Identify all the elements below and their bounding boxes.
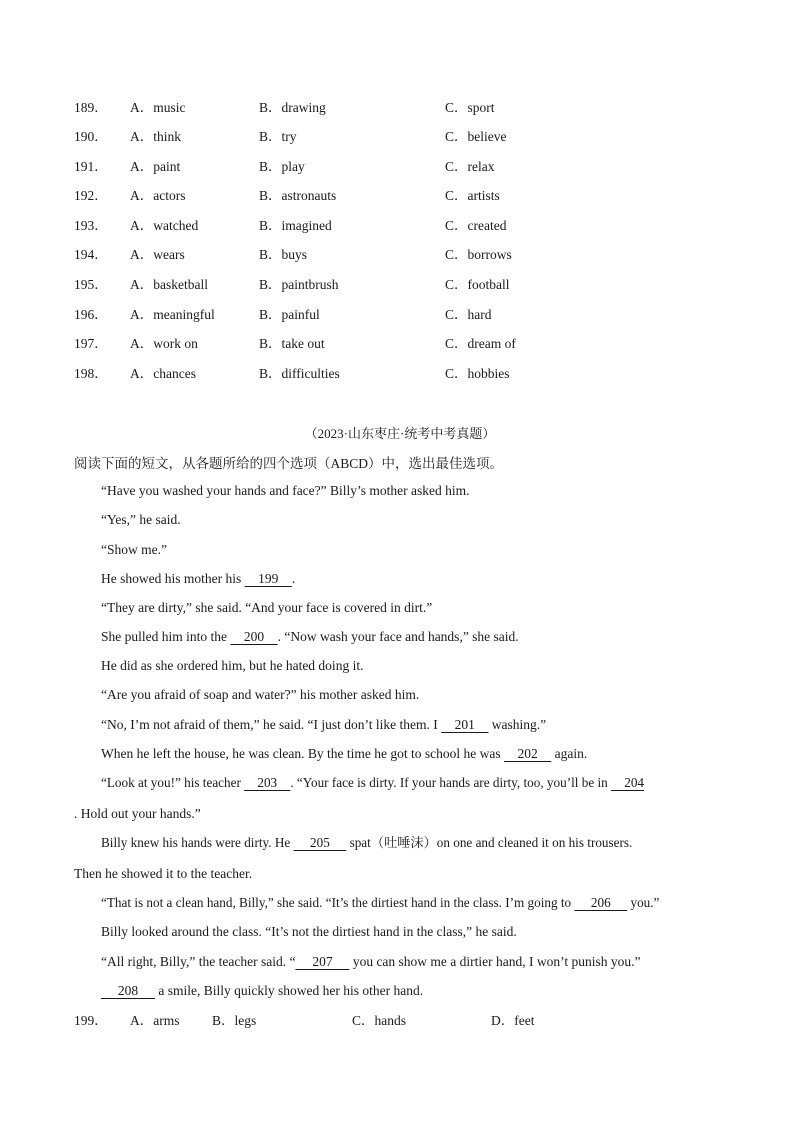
question-number: 191． bbox=[74, 159, 108, 174]
passage-line bbox=[101, 627, 519, 647]
passage-line: “Are you afraid of soap and water?” his mother asked him. bbox=[101, 687, 420, 702]
option-b: B．astronauts bbox=[259, 188, 337, 203]
passage-line: “They are dirty,” she said. “And your face is covered in dirt.” bbox=[101, 600, 433, 615]
text: She pulled him into the bbox=[101, 629, 231, 644]
option-a: A．paint bbox=[130, 159, 181, 174]
blank-208[interactable]: 208 bbox=[101, 983, 155, 998]
option-c: C．artists bbox=[445, 188, 500, 203]
option-a: A．actors bbox=[130, 188, 186, 203]
option-c: C．relax bbox=[445, 159, 495, 174]
passage-line: Then he showed it to the teacher. bbox=[74, 866, 253, 881]
blank-204[interactable]: 204 bbox=[611, 775, 644, 790]
question-number: 199． bbox=[74, 1013, 108, 1028]
blank-202[interactable]: 202 bbox=[504, 746, 552, 761]
text: washing.” bbox=[488, 717, 547, 732]
option-a: A．chances bbox=[130, 366, 196, 381]
text: He showed his mother his bbox=[101, 571, 245, 586]
option-c[interactable]: C．hands bbox=[352, 1013, 406, 1028]
question-number: 194． bbox=[74, 247, 108, 262]
text: . “Now wash your face and hands,” she said. bbox=[277, 629, 519, 644]
blank-203[interactable]: 203 bbox=[244, 775, 291, 790]
passage-line bbox=[101, 952, 641, 972]
text: “That is not a clean hand, Billy,” she said. “It’s the dirtiest hand in the class. I’m going to bbox=[101, 895, 575, 910]
question-number: 190． bbox=[74, 129, 108, 144]
option-c: C．created bbox=[445, 218, 507, 233]
question-199-options bbox=[74, 1011, 674, 1031]
option-c: C．borrows bbox=[445, 247, 512, 262]
text: “Look at you!” his teacher bbox=[101, 775, 245, 790]
option-b: B．buys bbox=[259, 247, 308, 262]
option-b: B．play bbox=[259, 159, 305, 174]
text: When he left the house, he was clean. By the time he got to school he was bbox=[101, 746, 505, 761]
text: again. bbox=[551, 746, 588, 761]
blank-207[interactable]: 207 bbox=[295, 954, 350, 969]
passage-line: He did as she ordered him, but he hated doing it. bbox=[101, 658, 364, 673]
question-number: 197． bbox=[74, 336, 108, 351]
option-a: A．work on bbox=[130, 336, 198, 351]
passage-line bbox=[101, 981, 423, 1001]
option-b: B．painful bbox=[259, 307, 320, 322]
option-a: A．basketball bbox=[130, 277, 208, 292]
option-c: C．believe bbox=[445, 129, 507, 144]
question-number: 193． bbox=[74, 218, 108, 233]
passage-line: “Yes,” he said. bbox=[101, 512, 181, 527]
option-b[interactable]: B．legs bbox=[212, 1013, 257, 1028]
option-b: B．try bbox=[259, 129, 297, 144]
passage-line bbox=[101, 715, 546, 735]
passage-line: “Have you washed your hands and face?” Billy’s mother asked him. bbox=[101, 483, 470, 498]
option-b: B．paintbrush bbox=[259, 277, 339, 292]
text: Billy knew his hands were dirty. He bbox=[101, 835, 294, 850]
text: . bbox=[291, 571, 296, 586]
passage-line bbox=[101, 833, 632, 853]
blank-201[interactable]: 201 bbox=[441, 717, 489, 732]
option-a: A．watched bbox=[130, 218, 199, 233]
passage-line: . Hold out your hands.” bbox=[74, 806, 201, 821]
text: you.” bbox=[627, 895, 660, 910]
option-c: C．hard bbox=[445, 307, 492, 322]
blank-206[interactable]: 206 bbox=[574, 895, 628, 910]
option-b: B．drawing bbox=[259, 100, 326, 115]
text: a smile, Billy quickly showed her his other hand. bbox=[155, 983, 424, 998]
text: spat（吐唾沫）on one and cleaned it on his trousers. bbox=[346, 835, 633, 850]
option-c: C．hobbies bbox=[445, 366, 510, 381]
option-a[interactable]: A．arms bbox=[130, 1013, 180, 1028]
option-c: C．dream of bbox=[445, 336, 516, 351]
option-c: C．football bbox=[445, 277, 510, 292]
option-d[interactable]: D．feet bbox=[491, 1013, 535, 1028]
source-heading: （2023·山东枣庄·统考中考真题） bbox=[304, 426, 496, 441]
option-a: A．think bbox=[130, 129, 182, 144]
option-b: B．take out bbox=[259, 336, 325, 351]
option-b: B．imagined bbox=[259, 218, 332, 233]
instruction-text: 阅读下面的短文，从各题所给的四个选项（ABCD）中，选出最佳选项。 bbox=[74, 456, 504, 471]
passage-line bbox=[101, 569, 295, 589]
text: you can show me a dirtier hand, I won’t punish you.” bbox=[349, 954, 641, 969]
text: “All right, Billy,” the teacher said. “ bbox=[101, 954, 296, 969]
passage-line: Billy looked around the class. “It’s not the dirtiest hand in the class,” he said. bbox=[101, 924, 517, 939]
question-number: 192． bbox=[74, 188, 108, 203]
blank-205[interactable]: 205 bbox=[293, 835, 347, 850]
text: “No, I’m not afraid of them,” he said. “I just don’t like them. I bbox=[101, 717, 442, 732]
passage-line: “Show me.” bbox=[101, 542, 167, 557]
question-number: 195． bbox=[74, 277, 108, 292]
passage-line bbox=[101, 893, 659, 913]
passage-line bbox=[101, 773, 644, 793]
question-number: 189． bbox=[74, 100, 108, 115]
blank-199[interactable]: 199 bbox=[244, 571, 292, 586]
blank-200[interactable]: 200 bbox=[230, 629, 278, 644]
passage-line bbox=[101, 744, 587, 764]
question-number: 198． bbox=[74, 366, 108, 381]
option-a: A．wears bbox=[130, 247, 185, 262]
option-c: C．sport bbox=[445, 100, 495, 115]
text: . “Your face is dirty. If your hands are dirty, too, you’ll be in bbox=[290, 775, 612, 790]
option-a: A．music bbox=[130, 100, 186, 115]
option-b: B．difficulties bbox=[259, 366, 340, 381]
question-number: 196． bbox=[74, 307, 108, 322]
option-a: A．meaningful bbox=[130, 307, 215, 322]
